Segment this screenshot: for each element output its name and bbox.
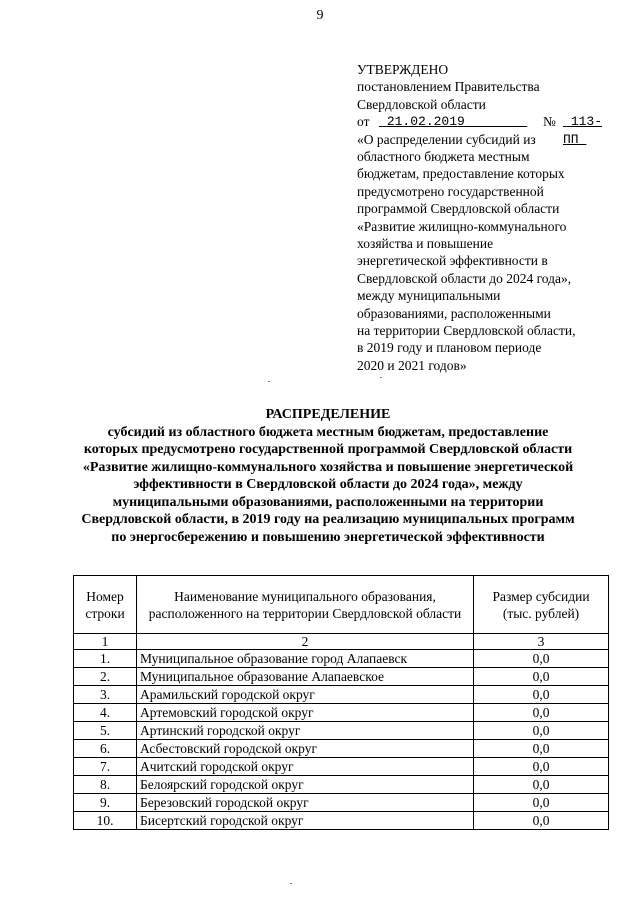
table-row	[74, 668, 609, 686]
table-header-row	[74, 576, 609, 634]
document-heading	[40, 406, 616, 546]
row-number: 3.	[74, 686, 137, 704]
description-line: образованиями, расположенными	[357, 305, 551, 321]
description-line: областного бюджета местным	[357, 149, 530, 165]
row-number: 8.	[74, 776, 137, 794]
subsidy-amount: 0,0	[474, 668, 609, 686]
scan-speck	[268, 381, 270, 382]
column-number-row	[74, 634, 609, 650]
table-row	[74, 704, 609, 722]
row-number: 7.	[74, 758, 137, 776]
page-number: 9	[316, 8, 324, 23]
column-number: 1	[74, 634, 137, 650]
municipality-name: Артемовский городской округ	[137, 704, 474, 722]
description-line: бюджетам, предоставление которых	[357, 166, 565, 182]
heading-line: по энергосбережению и повышению энергетической эффективности	[111, 529, 545, 545]
heading-line: эффективности в Свердловской области до 2024 года», между	[133, 477, 523, 492]
description-line: хозяйства и повышение	[357, 236, 494, 252]
heading-line: муниципальными образованиями, расположенными на территории	[112, 494, 544, 510]
description-line: в 2019 году и плановом периоде	[357, 340, 542, 356]
description-line: «О распределении субсидий из	[357, 131, 536, 147]
heading-line: субсидий из областного бюджета местным бюджетам, предоставление	[107, 424, 549, 440]
heading-line: Свердловской области, в 2019 году на реализацию муниципальных программ	[81, 512, 575, 527]
header-municipality: Наименование муниципального образования, расположенного на территории Свердловской области	[137, 576, 474, 634]
header-subsidy-amount: Размер субсидии (тыс. рублей)	[474, 576, 609, 634]
subsidy-amount: 0,0	[474, 722, 609, 740]
subsidy-table	[73, 575, 609, 830]
description-line: предусмотрено государственной	[357, 183, 544, 199]
header-row-number: Номер строки	[74, 576, 137, 634]
municipality-name: Бисертский городской округ	[137, 812, 474, 830]
municipality-name: Белоярский городской округ	[137, 776, 474, 794]
subsidy-amount: 0,0	[474, 704, 609, 722]
approval-number: 113-ПП	[563, 114, 603, 147]
description-line: программой Свердловской области	[357, 201, 560, 217]
table-row	[74, 722, 609, 740]
description-line: «Развитие жилищно-коммунального	[357, 218, 567, 234]
approval-line: постановлением Правительства	[357, 79, 540, 95]
heading-line: «Развитие жилищно-коммунального хозяйства и повышение энергетической	[82, 459, 574, 475]
column-number: 2	[137, 634, 474, 650]
description-line: на территории Свердловской области,	[357, 323, 576, 339]
subsidy-amount: 0,0	[474, 758, 609, 776]
description-line: между муниципальными	[357, 288, 501, 304]
description-line: Свердловской области до 2024 года»,	[357, 270, 572, 286]
table-row	[74, 758, 609, 776]
row-number: 1.	[74, 650, 137, 668]
table-row	[74, 794, 609, 812]
subsidy-amount: 0,0	[474, 776, 609, 794]
approval-block	[357, 61, 617, 374]
heading-line: которых предусмотрено государственной программой Свердловской области	[83, 442, 573, 457]
scan-speck	[290, 883, 292, 884]
municipality-name: Муниципальное образование Алапаевское	[137, 668, 474, 686]
date-prefix: от	[357, 114, 370, 130]
municipality-name: Асбестовский городской округ	[137, 740, 474, 758]
table-row	[74, 650, 609, 668]
municipality-name: Артинский городской округ	[137, 722, 474, 740]
municipality-name: Арамильский городской округ	[137, 686, 474, 704]
approval-date: 21.02.2019	[386, 114, 465, 130]
municipality-name: Муниципальное образование город Алапаевск	[137, 650, 474, 668]
subsidy-amount: 0,0	[474, 794, 609, 812]
row-number: 10.	[74, 812, 137, 830]
row-number: 9.	[74, 794, 137, 812]
subsidy-amount: 0,0	[474, 812, 609, 830]
approval-line: Свердловской области	[357, 96, 486, 112]
heading-title: РАСПРЕДЕЛЕНИЕ	[265, 407, 391, 422]
number-label: №	[543, 114, 556, 130]
subsidy-amount: 0,0	[474, 740, 609, 758]
row-number: 6.	[74, 740, 137, 758]
row-number: 4.	[74, 704, 137, 722]
description-line: 2020 и 2021 годов»	[357, 357, 467, 373]
subsidy-amount: 0,0	[474, 686, 609, 704]
approval-title: УТВЕРЖДЕНО	[357, 62, 449, 77]
row-number: 5.	[74, 722, 137, 740]
table-body	[74, 634, 609, 830]
municipality-name: Березовский городской округ	[137, 794, 474, 812]
scan-speck	[380, 377, 382, 378]
table-row	[74, 740, 609, 758]
column-number: 3	[474, 634, 609, 650]
table-row	[74, 812, 609, 830]
description-line: энергетической эффективности в	[357, 253, 548, 269]
row-number: 2.	[74, 668, 137, 686]
subsidy-amount: 0,0	[474, 650, 609, 668]
table-row	[74, 776, 609, 794]
table-row	[74, 686, 609, 704]
municipality-name: Ачитский городской округ	[137, 758, 474, 776]
